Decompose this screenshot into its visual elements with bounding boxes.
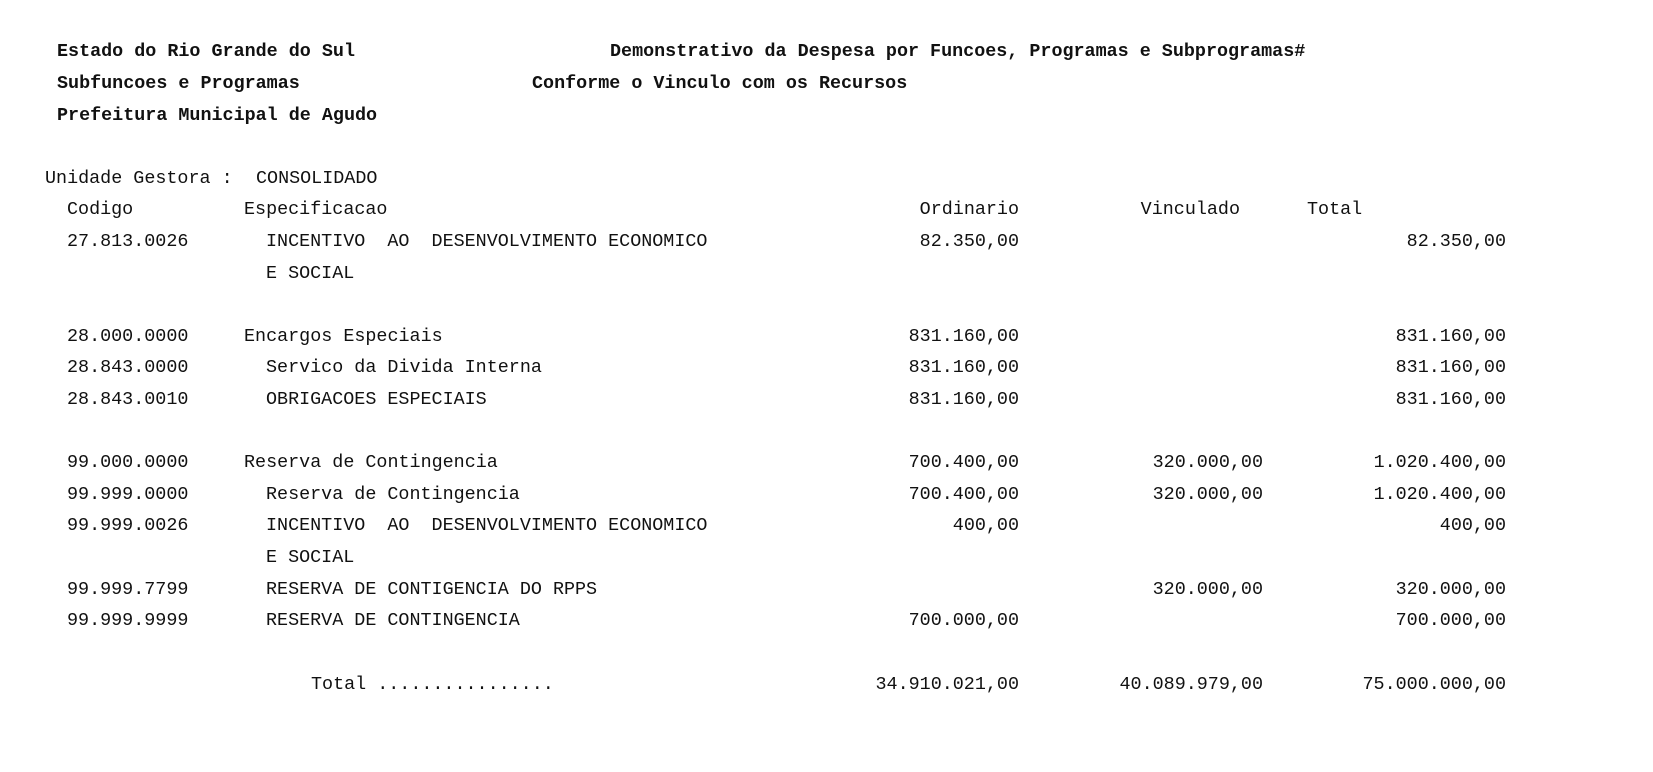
row-code: 99.999.0026 xyxy=(67,515,189,537)
row-total: 320.000,00 xyxy=(1395,578,1506,600)
row-code: 28.843.0000 xyxy=(67,357,189,379)
municipality-name: Prefeitura Municipal de Agudo xyxy=(57,105,378,126)
row-total: 831.160,00 xyxy=(1395,357,1506,379)
row-spec: RESERVA DE CONTIGENCIA DO RPPS xyxy=(266,578,598,600)
row-total: 82.350,00 xyxy=(1406,231,1506,252)
row-ordinario: 700.400,00 xyxy=(908,483,1019,505)
row-vinculado: 320.000,00 xyxy=(1152,452,1263,474)
column-header-ordinario: Ordinario xyxy=(919,199,1019,220)
row-ordinario: 831.160,00 xyxy=(908,325,1019,347)
unit-label: Unidade Gestora : xyxy=(45,168,233,189)
row-ordinario: 831.160,00 xyxy=(908,357,1019,379)
row-spec: E SOCIAL xyxy=(266,547,355,568)
report-title: Demonstrativo da Despesa por Funcoes, Programas e Subprogramas# xyxy=(610,41,1306,62)
row-vinculado: 320.000,00 xyxy=(1152,578,1263,600)
row-ordinario: 400,00 xyxy=(952,515,1019,537)
row-total: 1.020.400,00 xyxy=(1373,452,1506,474)
grand-total-label: Total ................ xyxy=(311,674,554,695)
report-subtitle-right: Conforme o Vinculo com os Recursos xyxy=(532,73,908,94)
row-code: 99.999.0000 xyxy=(67,483,189,505)
row-ordinario: 831.160,00 xyxy=(908,389,1019,410)
column-header-code: Codigo xyxy=(67,199,134,220)
column-header-spec: Especificacao xyxy=(244,199,388,220)
row-ordinario: 700.000,00 xyxy=(908,610,1019,632)
row-total: 700.000,00 xyxy=(1395,610,1506,632)
row-code: 99.999.9999 xyxy=(67,610,189,632)
row-spec: Reserva de Contingencia xyxy=(266,483,520,505)
row-spec: E SOCIAL xyxy=(266,262,355,284)
row-code: 99.999.7799 xyxy=(67,578,189,600)
row-code: 99.000.0000 xyxy=(67,452,189,474)
row-code: 27.813.0026 xyxy=(67,231,189,252)
column-header-vinculado: Vinculado xyxy=(1140,199,1240,220)
row-total: 400,00 xyxy=(1439,515,1506,537)
row-spec: Servico da Divida Interna xyxy=(266,357,542,379)
grand-total-vinculado: 40.089.979,00 xyxy=(1119,674,1263,695)
row-total: 1.020.400,00 xyxy=(1373,483,1506,505)
row-vinculado: 320.000,00 xyxy=(1152,483,1263,505)
report-subtitle-left: Subfuncoes e Programas xyxy=(57,73,300,94)
column-header-total: Total xyxy=(1307,199,1363,220)
row-spec: INCENTIVO AO DESENVOLVIMENTO ECONOMICO xyxy=(266,515,708,537)
state-name: Estado do Rio Grande do Sul xyxy=(57,41,355,62)
row-total: 831.160,00 xyxy=(1395,389,1506,410)
row-code: 28.000.0000 xyxy=(67,325,189,347)
row-ordinario: 700.400,00 xyxy=(908,452,1019,474)
row-ordinario: 82.350,00 xyxy=(919,231,1019,252)
row-spec: OBRIGACOES ESPECIAIS xyxy=(266,389,487,410)
grand-total-ordinario: 34.910.021,00 xyxy=(875,674,1019,695)
row-spec: RESERVA DE CONTINGENCIA xyxy=(266,610,520,632)
row-code: 28.843.0010 xyxy=(67,389,189,410)
row-spec: Reserva de Contingencia xyxy=(244,452,498,474)
unit-value: CONSOLIDADO xyxy=(256,168,378,189)
grand-total-total: 75.000.000,00 xyxy=(1362,674,1506,695)
row-spec: Encargos Especiais xyxy=(244,325,443,347)
row-spec: INCENTIVO AO DESENVOLVIMENTO ECONOMICO xyxy=(266,231,708,252)
row-total: 831.160,00 xyxy=(1395,325,1506,347)
